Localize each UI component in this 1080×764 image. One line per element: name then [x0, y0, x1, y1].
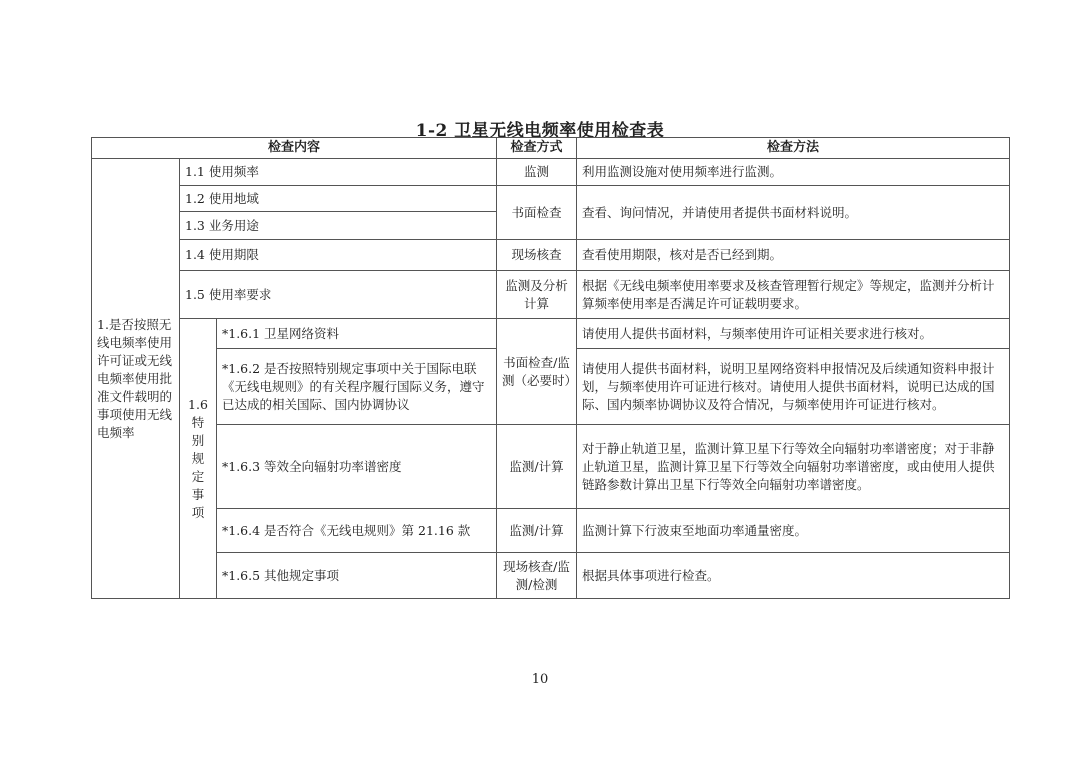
special-char: 别 [191, 432, 205, 448]
method-cell: 现场核查 [497, 240, 577, 271]
table-row [92, 553, 1010, 599]
special-char: 1.6 [188, 396, 208, 412]
special-char: 项 [191, 504, 205, 520]
method-cell: 现场核查/监测/检测 [497, 553, 577, 599]
table-row [92, 319, 1010, 349]
item-cell: 1.5 使用率要求 [180, 271, 497, 319]
table-header-row [92, 138, 1010, 159]
inspection-table [91, 137, 1010, 599]
page-number: 10 [531, 672, 549, 687]
table-row [92, 186, 1010, 212]
sub-item-cell: *1.6.4 是否符合《无线电规则》第 21.16 款 [217, 509, 497, 553]
sub-item-cell: *1.6.5 其他规定事项 [217, 553, 497, 599]
special-char: 特 [191, 414, 205, 430]
method-cell: 监测 [497, 159, 577, 186]
special-char: 事 [191, 486, 205, 502]
table-row [92, 159, 1010, 186]
page-title: 1-2 卫星无线电频率使用检查表 [415, 121, 665, 141]
table-row [92, 509, 1010, 553]
header-method: 检查方式 [497, 138, 577, 159]
method-cell: 监测/计算 [497, 425, 577, 509]
approach-cell: 根据具体事项进行检查。 [577, 553, 1010, 599]
special-char: 规 [191, 450, 205, 466]
category-cell: 1.是否按照无线电频率使用许可证或无线电频率使用批准文件载明的事项使用无线电频率 [92, 159, 180, 599]
header-content: 检查内容 [92, 138, 497, 159]
item-cell: 1.1 使用频率 [180, 159, 497, 186]
approach-cell: 查看使用期限，核对是否已经到期。 [577, 240, 1010, 271]
approach-cell: 请使用人提供书面材料，说明卫星网络资料申报情况及后续通知资料申报计划，与频率使用许可证进行核对。请使用人提供书面材料，说明已达成的国际、国内频率协调协议及符合情况，与频率使用许可证进行核对。 [577, 349, 1010, 425]
header-approach: 检查方法 [577, 138, 1010, 159]
approach-cell: 查看、询问情况，并请使用者提供书面材料说明。 [577, 186, 1010, 240]
item-cell: 1.4 使用期限 [180, 240, 497, 271]
table-row [92, 425, 1010, 509]
table-row [92, 271, 1010, 319]
special-items-cell [180, 319, 217, 599]
approach-cell: 请使用人提供书面材料，与频率使用许可证相关要求进行核对。 [577, 319, 1010, 349]
approach-cell: 监测计算下行波束至地面功率通量密度。 [577, 509, 1010, 553]
approach-cell: 利用监测设施对使用频率进行监测。 [577, 159, 1010, 186]
sub-item-cell: *1.6.3 等效全向辐射功率谱密度 [217, 425, 497, 509]
method-cell: 监测及分析计算 [497, 271, 577, 319]
special-char: 定 [191, 468, 205, 484]
method-cell: 监测/计算 [497, 509, 577, 553]
item-cell: 1.2 使用地域 [180, 186, 497, 212]
item-cell: 1.3 业务用途 [180, 212, 497, 240]
approach-cell: 根据《无线电频率使用率要求及核查管理暂行规定》等规定，监测并分析计算频率使用率是否满足许可证载明要求。 [577, 271, 1010, 319]
sub-item-cell: *1.6.2 是否按照特别规定事项中关于国际电联《无线电规则》的有关程序履行国际义务，遵守已达成的相关国际、国内协调协议 [217, 349, 497, 425]
approach-cell: 对于静止轨道卫星，监测计算卫星下行等效全向辐射功率谱密度；对于非静止轨道卫星，监测计算卫星下行等效全向辐射功率谱密度，或由使用人提供链路参数计算出卫星下行等效全向辐射功率谱密度。 [577, 425, 1010, 509]
method-cell: 书面检查 [497, 186, 577, 240]
method-cell: 书面检查/监测（必要时） [497, 319, 577, 425]
sub-item-cell: *1.6.1 卫星网络资料 [217, 319, 497, 349]
table-row [92, 240, 1010, 271]
